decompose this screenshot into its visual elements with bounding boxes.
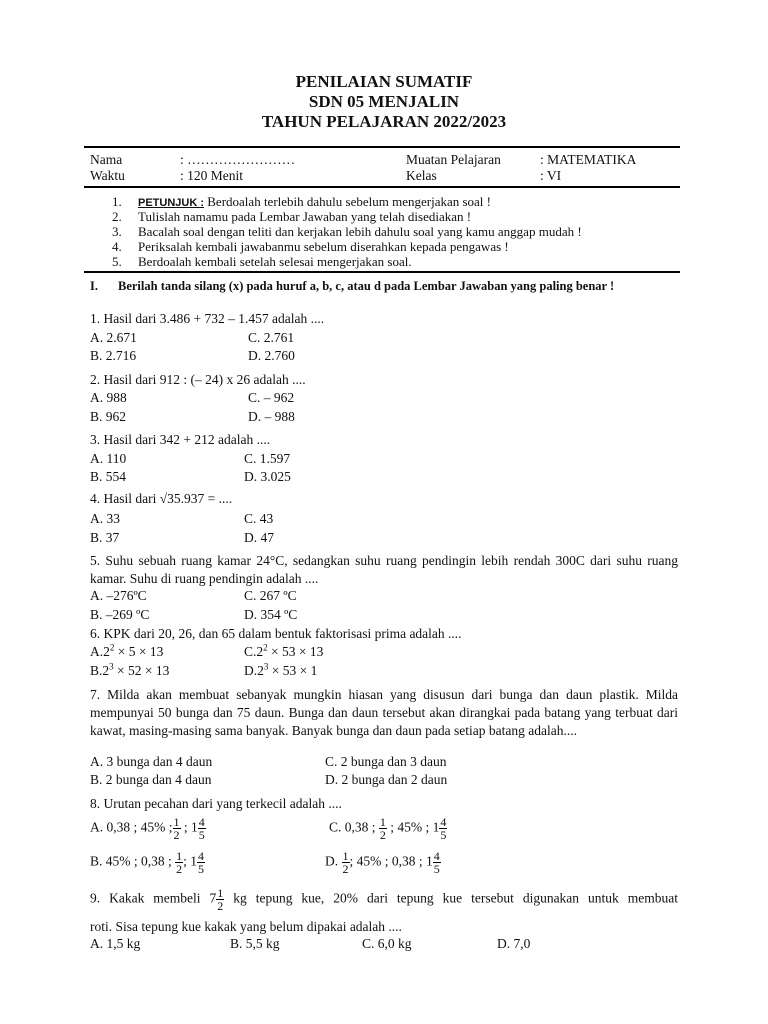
q7-option-d: D. 2 bunga dan 2 daun <box>325 772 448 787</box>
q4-option-a: A. 33 <box>90 511 120 526</box>
kelas-value: : VI <box>540 168 562 183</box>
frac-den: 2 <box>379 828 386 842</box>
frac-num: 4 <box>198 849 205 863</box>
mapel-label: Muatan Pelajaran <box>406 152 501 167</box>
q5-option-d: D. 354 ºC <box>244 607 298 622</box>
q8-b-lead: B. 45% ; 0,38 ; <box>90 853 176 869</box>
kelas-label: Kelas <box>406 168 437 183</box>
q2-option-c: C. – 962 <box>248 390 295 405</box>
q6-a-base: A.2 <box>90 644 110 659</box>
q8-option-a <box>90 816 206 841</box>
petunjuk-item-2 <box>112 209 471 224</box>
q8-option-c <box>329 816 447 841</box>
title-line-2: SDN 05 MENJALIN <box>308 92 460 111</box>
q8-d-frac-fifth <box>433 850 441 875</box>
petunjuk-num: 4. <box>112 239 122 254</box>
waktu-label: Waktu <box>90 168 125 183</box>
q6-a-rest: × 5 × 13 <box>114 644 164 659</box>
frac-den: 2 <box>173 828 180 842</box>
q8-c-lead: C. 0,38 ; <box>329 819 379 835</box>
frac-num: 1 <box>176 849 183 863</box>
petunjuk-item-4 <box>112 239 509 254</box>
petunjuk-text: Berdoalah terlebih dahulu sebelum mengerjakan soal ! <box>204 194 491 209</box>
q1-option-c: C. 2.761 <box>248 330 295 345</box>
header-rule-mid <box>84 186 680 188</box>
q5-option-b: B. –269 ºC <box>90 607 150 622</box>
q6-c-base: C.2 <box>244 644 264 659</box>
nama-label: Nama <box>90 152 123 167</box>
petunjuk-item-5 <box>112 254 412 269</box>
question-6: 6. KPK dari 20, 26, dan 65 dalam bentuk faktorisasi prima adalah .... <box>90 626 462 641</box>
waktu-value: : 120 Menit <box>180 168 243 183</box>
question-9-line-1 <box>90 887 678 912</box>
frac-num: 4 <box>433 849 440 863</box>
section-heading <box>90 279 614 294</box>
q3-option-c: C. 1.597 <box>244 451 291 466</box>
q6-c-exp: 2 <box>263 642 268 653</box>
q3-option-a: A. 110 <box>90 451 127 466</box>
q8-c-mid: ; 45% ; 1 <box>386 819 440 835</box>
question-3: 3. Hasil dari 342 + 212 adalah .... <box>90 432 271 447</box>
q4-option-d: D. 47 <box>244 530 274 545</box>
q6-b-base: B.2 <box>90 663 110 678</box>
q9-option-c: C. 6,0 kg <box>362 936 412 951</box>
q4-option-c: C. 43 <box>244 511 274 526</box>
q8-b-frac-half <box>175 850 183 875</box>
q8-b-mid: ; 1 <box>183 853 198 869</box>
q6-option-b <box>90 662 169 680</box>
q6-a-exp: 2 <box>109 642 115 653</box>
frac-den: 5 <box>440 828 447 842</box>
frac-num: 4 <box>440 815 447 829</box>
q6-option-d <box>244 662 317 680</box>
frac-num: 1 <box>217 886 224 900</box>
q8-a-frac-half <box>173 816 181 841</box>
q9-lead: 9. Kakak membeli 7 <box>90 890 217 906</box>
section-title: Berilah tanda silang (x) pada huruf a, b, c, atau d pada Lembar Jawaban yang paling benar ! <box>118 279 615 293</box>
frac-den: 5 <box>198 828 205 842</box>
petunjuk-num: 2. <box>112 209 122 224</box>
question-4: 4. Hasil dari √35.937 = .... <box>90 491 233 506</box>
question-1: 1. Hasil dari 3.486 + 732 – 1.457 adalah .... <box>90 311 325 326</box>
frac-den: 2 <box>176 862 183 876</box>
q8-c-frac-half <box>379 816 387 841</box>
q7-option-b: B. 2 bunga dan 4 daun <box>90 772 212 787</box>
q8-d-frac-half <box>342 850 350 875</box>
q8-b-frac-fifth <box>197 850 205 875</box>
q8-c-frac-fifth <box>439 816 447 841</box>
q2-option-d: D. – 988 <box>248 409 295 424</box>
q6-d-base: D.2 <box>244 663 264 678</box>
header-rule-top <box>84 146 680 148</box>
q8-d-lead: D. <box>325 853 342 869</box>
mapel-value: : MATEMATIKA <box>540 152 637 167</box>
frac-den: 5 <box>433 862 440 876</box>
petunjuk-num: 1. <box>112 194 122 209</box>
petunjuk-num: 3. <box>112 224 122 239</box>
petunjuk-text: Berdoalah kembali setelah selesai mengerjakan soal. <box>138 254 412 269</box>
petunjuk-tag: PETUNJUK : <box>138 197 205 209</box>
question-5: 5. Suhu sebuah ruang kamar 24°C, sedangkan suhu ruang pendingin lebih rendah 300C dari suhu ruang kamar. Suhu di ruang pendingin adalah .... <box>90 553 678 586</box>
q1-option-a: A. 2.671 <box>90 330 137 345</box>
q8-option-d <box>325 850 441 875</box>
question-8: 8. Urutan pecahan dari yang terkecil adalah .... <box>90 796 342 811</box>
frac-num: 1 <box>342 849 349 863</box>
q8-a-lead: A. 0,38 ; 45% ; <box>90 819 173 835</box>
q9-option-a: A. 1,5 kg <box>90 936 141 951</box>
q6-d-rest: × 53 × 1 <box>268 663 318 678</box>
frac-num: 1 <box>379 815 386 829</box>
q8-option-b <box>90 850 205 875</box>
q6-option-c <box>244 643 323 661</box>
petunjuk-num: 5. <box>112 254 122 269</box>
section-num: I. <box>90 279 98 293</box>
frac-den: 2 <box>217 899 224 913</box>
title-line-3: TAHUN PELAJARAN 2022/2023 <box>261 112 507 131</box>
q6-c-rest: × 53 × 13 <box>267 644 324 659</box>
q3-option-b: B. 554 <box>90 469 127 484</box>
petunjuk-text: Tulislah namamu pada Lembar Jawaban yang telah disediakan ! <box>138 209 472 224</box>
q4-option-b: B. 37 <box>90 530 120 545</box>
question-7: 7. Milda akan membuat sebanyak mungkin hiasan yang disusun dari bunga dan daun plastik. Milda mempunyai 50 bunga dan 75 daun. Bunga dan daun tersebut akan dirangkai pada batang yang terbuat dari kawat, masing-masing sama banyak. Banyak bunga dan daun pada setiap batang adalah.... <box>90 687 678 738</box>
frac-den: 2 <box>342 862 349 876</box>
frac-den: 5 <box>198 862 205 876</box>
q9-option-d: D. 7,0 <box>497 936 531 951</box>
q2-option-a: A. 988 <box>90 390 127 405</box>
q6-d-exp: 3 <box>263 661 269 672</box>
petunjuk-text: Periksalah kembali jawabanmu sebelum diserahkan kepada pengawas ! <box>138 239 509 254</box>
q6-b-rest: × 52 × 13 <box>113 663 170 678</box>
nama-value: : …………………… <box>180 152 296 167</box>
q6-b-exp: 3 <box>109 661 114 672</box>
q2-option-b: B. 962 <box>90 409 127 424</box>
title-line-1: PENILAIAN SUMATIF <box>295 72 473 91</box>
frac-num: 1 <box>173 815 180 829</box>
frac-num: 4 <box>198 815 205 829</box>
q8-a-mid: ; 1 <box>180 819 198 835</box>
q3-option-d: D. 3.025 <box>244 469 291 484</box>
q8-a-frac-fifth <box>198 816 206 841</box>
q8-d-mid: ; 45% ; 0,38 ; 1 <box>349 853 433 869</box>
q7-option-a: A. 3 bunga dan 4 daun <box>90 754 213 769</box>
header-rule-bottom <box>84 271 680 273</box>
petunjuk-text: Bacalah soal dengan teliti dan kerjakan lebih dahulu soal yang kamu anggap mudah ! <box>138 224 582 239</box>
question-9-line-2: roti. Sisa tepung kue kakak yang belum dipakai adalah .... <box>90 919 402 934</box>
q6-option-a <box>90 643 163 661</box>
q1-option-b: B. 2.716 <box>90 348 137 363</box>
q1-option-d: D. 2.760 <box>248 348 295 363</box>
q7-option-c: C. 2 bunga dan 3 daun <box>325 754 447 769</box>
petunjuk-item-3 <box>112 224 582 239</box>
q9-rest: kg tepung kue, 20% dari tepung kue tersebut digunakan untuk membuat <box>224 890 678 906</box>
q9-option-b: B. 5,5 kg <box>230 936 280 951</box>
question-2: 2. Hasil dari 912 : (– 24) x 26 adalah .... <box>90 372 306 387</box>
q5-option-a: A. –276ºC <box>90 588 147 603</box>
q5-option-c: C. 267 ºC <box>244 588 297 603</box>
